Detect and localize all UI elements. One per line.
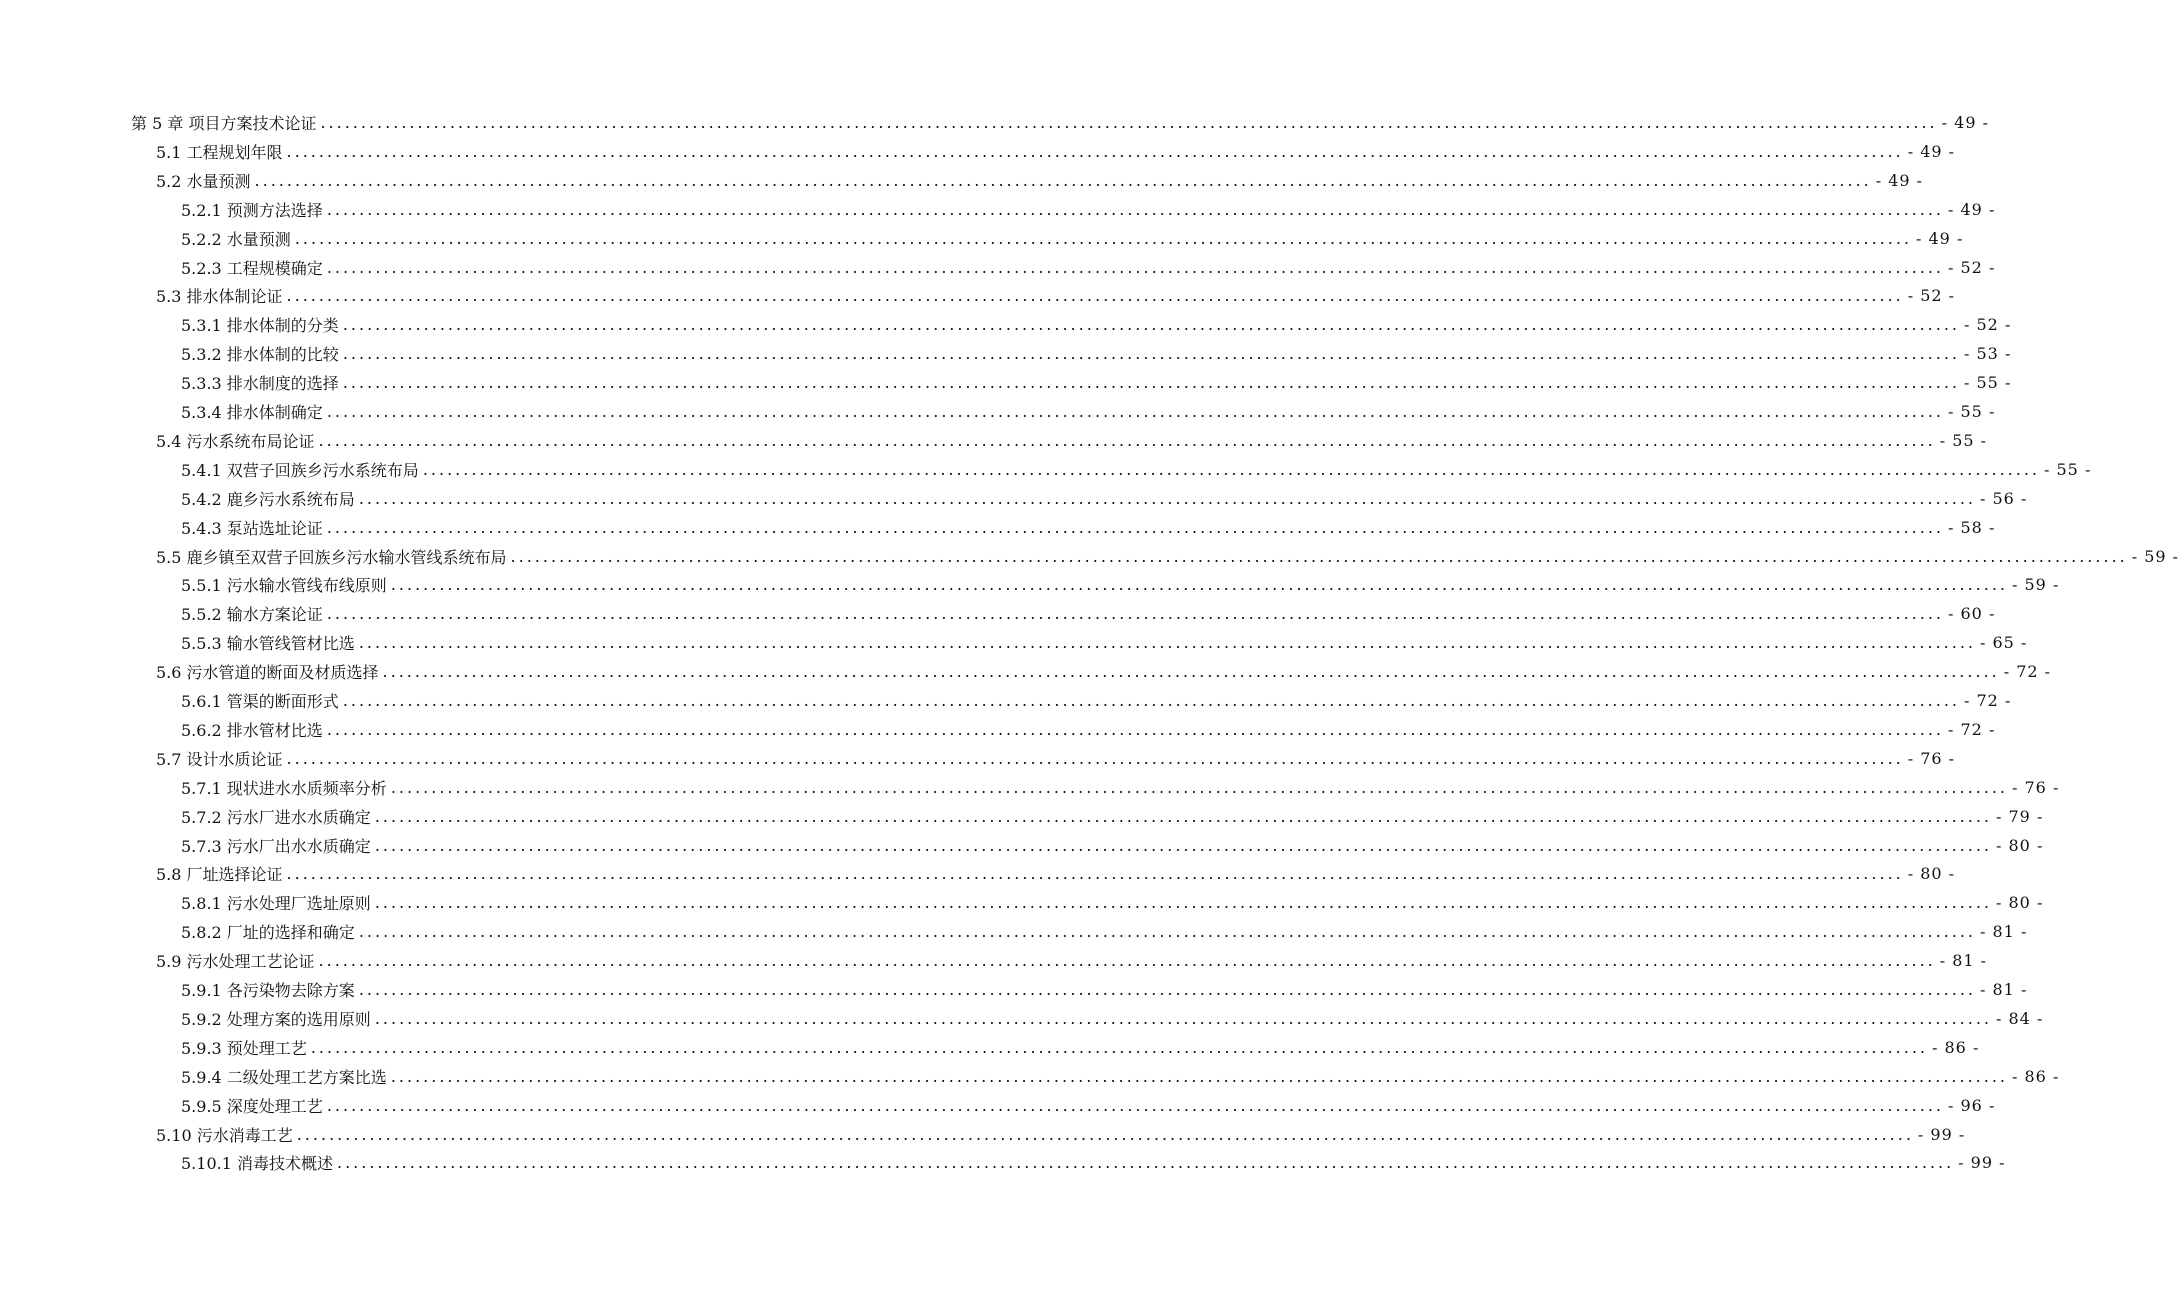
toc-leader-dots: ........................................................................................................................................................................................................ [358,922,1976,942]
toc-entry-title: 5.4.3 泵站选址论证 [181,518,323,538]
toc-leader-dots: ........................................................................................................................................................................................................ [326,604,1944,624]
toc-entry-page: - 72 - [1948,719,1996,739]
toc-entry[interactable] [181,1033,1980,1062]
toc-entry-page: - 99 - [1917,1124,1966,1144]
toc-entry-title: 5.8.2 厂址的选择和确定 [181,923,355,943]
toc-entry-title: 5.9.2 处理方案的选用原则 [181,1009,371,1029]
toc-leader-dots: ........................................................................................................................................................................................................ [286,286,1904,306]
toc-entry-page: - 84 - [1996,1008,2044,1028]
toc-entry-title: 5.7 设计水质论证 [156,749,283,769]
toc-entry-title: 5.8.1 污水处理厂选址原则 [181,894,371,914]
toc-entry[interactable] [181,715,1996,744]
toc-leader-dots: ........................................................................................................................................................................................................ [318,951,1936,971]
toc-entry-page: - 80 - [1907,864,1956,884]
toc-entry-page: - 86 - [2012,1066,2060,1086]
toc-leader-dots: ........................................................................................................................................................................................................ [422,459,2040,479]
toc-entry-title: 5.8 厂址选择论证 [156,865,283,885]
toc-entry[interactable] [181,513,1996,542]
toc-entry[interactable] [156,657,2052,686]
toc-entry[interactable] [181,368,2012,397]
toc-entry-page: - 86 - [1932,1037,1980,1057]
toc-entry-title: 5.4.1 双营子回族乡污水系统布局 [181,460,419,480]
toc-entry[interactable] [181,397,1996,426]
toc-leader-dots: ........................................................................................................................................................................................................ [310,1037,1928,1057]
toc-entry[interactable] [181,773,2060,802]
toc-entry-title: 5.9 污水处理工艺论证 [156,952,315,972]
toc-entry-title: 5.9.1 各污染物去除方案 [181,981,355,1000]
toc-entry[interactable] [181,484,2028,513]
toc-entry[interactable] [181,599,1996,628]
toc-entry[interactable] [181,686,2012,715]
toc-entry-title: 5.5.2 输水方案论证 [181,605,323,625]
toc-leader-dots: ........................................................................................................................................................................................................ [390,1066,2008,1086]
toc-entry-title: 5.1 工程规划年限 [156,142,283,162]
toc-entry[interactable] [181,888,2044,917]
toc-leader-dots: ........................................................................................................................................................................................................ [326,257,1944,277]
toc-leader-dots: ........................................................................................................................................................................................................ [318,430,1936,450]
toc-entry-page: - 76 - [1907,748,1956,768]
toc-entry-title: 5.9.4 二级处理工艺方案比选 [181,1067,387,1087]
toc-entry[interactable] [156,1120,1966,1149]
toc-entry-page: - 99 - [1958,1153,2006,1173]
toc-entry[interactable] [181,224,1964,253]
toc-entry-title: 5.4.2 鹿乡污水系统布局 [181,489,355,509]
toc-leader-dots: ........................................................................................................................................................................................................ [342,315,1960,335]
toc-entry-page: - 80 - [1996,893,2044,913]
toc-entry[interactable] [181,253,1996,282]
toc-leader-dots: ........................................................................................................................................................................................................ [254,170,1872,190]
toc-leader-dots: ........................................................................................................................................................................................................ [374,835,1992,855]
toc-entry[interactable] [181,628,2028,657]
toc-entry-title: 第 5 章 项目方案技术论证 [131,114,317,133]
toc-entry-title: 5.10 污水消毒工艺 [156,1125,293,1145]
toc-entry-page: - 49 - [1948,199,1996,219]
toc-entry-title: 5.2.1 预测方法选择 [181,200,323,220]
toc-entry-page: - 49 - [1941,113,1989,132]
toc-entry-page: - 49 - [1916,228,1964,248]
toc-entry[interactable] [156,281,1956,310]
toc-entry-title: 5.4 污水系统布局论证 [156,431,315,451]
toc-entry[interactable] [181,1148,2006,1177]
toc-entry-title: 5.3.4 排水体制确定 [181,403,323,422]
toc-entry[interactable] [181,570,2060,599]
toc-entry-page: - 52 - [1907,286,1956,306]
toc-entry[interactable] [181,1091,1996,1120]
toc-leader-dots: ........................................................................................................................................................................................................ [510,546,2128,566]
toc-entry-page: - 58 - [1948,517,1996,537]
toc-entry[interactable] [156,137,1956,166]
toc-entry-page: - 59 - [2131,546,2179,566]
toc-leader-dots: ........................................................................................................................................................................................................ [358,488,1976,508]
toc-leader-dots: ........................................................................................................................................................................................................ [326,402,1944,421]
toc-entry-title: 5.3.1 排水体制的分类 [181,316,339,336]
toc-entry[interactable] [181,831,2044,860]
toc-entry-title: 5.3.3 排水制度的选择 [181,374,339,394]
toc-entry[interactable] [156,859,1956,888]
toc-entry-page: - 72 - [2003,662,2052,682]
toc-entry[interactable] [181,195,1996,224]
toc-entry-page: - 81 - [1980,922,2028,942]
toc-leader-dots: ........................................................................................................................................................................................................ [326,719,1944,739]
toc-entry[interactable] [156,542,2179,571]
toc-entry-title: 5.3.2 排水体制的比较 [181,345,339,365]
toc-leader-dots: ........................................................................................................................................................................................................ [374,1008,1992,1028]
toc-leader-dots: ........................................................................................................................................................................................................ [358,980,1976,999]
toc-entry[interactable] [181,310,2012,339]
toc-leader-dots: ........................................................................................................................................................................................................ [296,1124,1914,1144]
toc-entry-title: 5.7.3 污水厂出水水质确定 [181,836,371,856]
toc-entry-title: 5.2.3 工程规模确定 [181,258,323,278]
toc-leader-dots: ........................................................................................................................................................................................................ [326,1095,1944,1115]
toc-leader-dots: ........................................................................................................................................................................................................ [326,199,1944,219]
toc-entry[interactable] [181,455,2092,484]
toc-entry-title: 5.6 污水管道的断面及材质选择 [156,663,379,683]
toc-leader-dots: ........................................................................................................................................................................................................ [390,777,2008,797]
toc-entry[interactable] [156,946,1988,975]
toc-entry-title: 5.2 水量预测 [156,171,251,191]
toc-leader-dots: ........................................................................................................................................................................................................ [286,748,1904,768]
toc-leader-dots: ........................................................................................................................................................................................................ [390,575,2008,595]
toc-entry-page: - 56 - [1980,488,2028,508]
toc-entry-page: - 52 - [1948,257,1996,277]
toc-entry-page: - 55 - [1939,430,1988,450]
toc-entry-page: - 81 - [1980,980,2028,999]
toc-entry-page: - 80 - [1996,835,2044,855]
toc-entry[interactable] [181,339,2012,368]
toc-leader-dots: ........................................................................................................................................................................................................ [286,141,1904,161]
toc-entry-page: - 60 - [1948,604,1996,624]
toc-leader-dots: ........................................................................................................................................................................................................ [286,864,1904,884]
toc-entry-title: 5.6.2 排水管材比选 [181,720,323,740]
toc-entry-title: 5.5.3 输水管线管材比选 [181,634,355,654]
toc-entry[interactable] [156,426,1988,455]
toc-leader-dots: ........................................................................................................................................................................................................ [342,344,1960,364]
toc-entry[interactable] [181,802,2044,831]
toc-entry-page: - 49 - [1907,141,1956,161]
toc-entry[interactable] [181,975,2028,1004]
toc-leader-dots: ........................................................................................................................................................................................................ [358,633,1976,653]
toc-entry-page: - 55 - [2044,459,2092,479]
toc-entry-title: 5.7.1 现状进水水质频率分析 [181,778,387,798]
toc-leader-dots: ........................................................................................................................................................................................................ [342,691,1960,710]
toc-entry-title: 5.3 排水体制论证 [156,287,283,307]
toc-entry[interactable] [181,1062,2060,1091]
toc-leader-dots: ........................................................................................................................................................................................................ [374,806,1992,826]
toc-entry-title: 5.9.5 深度处理工艺 [181,1096,323,1116]
toc-entry-page: - 49 - [1875,170,1924,190]
toc-leader-dots: ........................................................................................................................................................................................................ [320,113,1938,132]
toc-entry-title: 5.7.2 污水厂进水水质确定 [181,807,371,827]
toc-entry-page: - 59 - [2012,575,2060,595]
toc-entry-title: 5.5 鹿乡镇至双营子回族乡污水输水管线系统布局 [156,547,507,567]
toc-leader-dots: ........................................................................................................................................................................................................ [342,373,1960,393]
toc-entry[interactable] [131,108,1989,137]
toc-entry-title: 5.5.1 污水输水管线布线原则 [181,576,387,596]
toc-entry-page: - 55 - [1948,402,1996,421]
toc-entry-page: - 52 - [1964,315,2012,335]
toc-entry-title: 5.10.1 消毒技术概述 [181,1154,333,1174]
toc-leader-dots: ........................................................................................................................................................................................................ [336,1153,1955,1173]
toc-leader-dots: ........................................................................................................................................................................................................ [326,517,1944,537]
toc-entry[interactable] [181,1004,2044,1033]
toc-entry[interactable] [156,744,1956,773]
toc-entry-page: - 96 - [1948,1095,1996,1115]
toc-entry-page: - 79 - [1996,806,2044,826]
toc-leader-dots: ........................................................................................................................................................................................................ [294,228,1912,248]
toc-entry-title: 5.2.2 水量预测 [181,229,291,249]
toc-entry-title: 5.9.3 预处理工艺 [181,1038,307,1058]
toc-entry-title: 5.6.1 管渠的断面形式 [181,692,339,711]
toc-entry-page: - 65 - [1980,633,2028,653]
toc-entry-page: - 53 - [1964,344,2012,364]
toc-entry-page: - 76 - [2012,777,2060,797]
toc-entry-page: - 55 - [1964,373,2012,393]
toc-entry[interactable] [156,166,1924,195]
toc-entry-page: - 81 - [1939,951,1988,971]
toc-leader-dots: ........................................................................................................................................................................................................ [382,662,2000,682]
toc-entry-page: - 72 - [1964,691,2012,710]
toc-leader-dots: ........................................................................................................................................................................................................ [374,893,1992,913]
toc-entry[interactable] [181,917,2028,946]
